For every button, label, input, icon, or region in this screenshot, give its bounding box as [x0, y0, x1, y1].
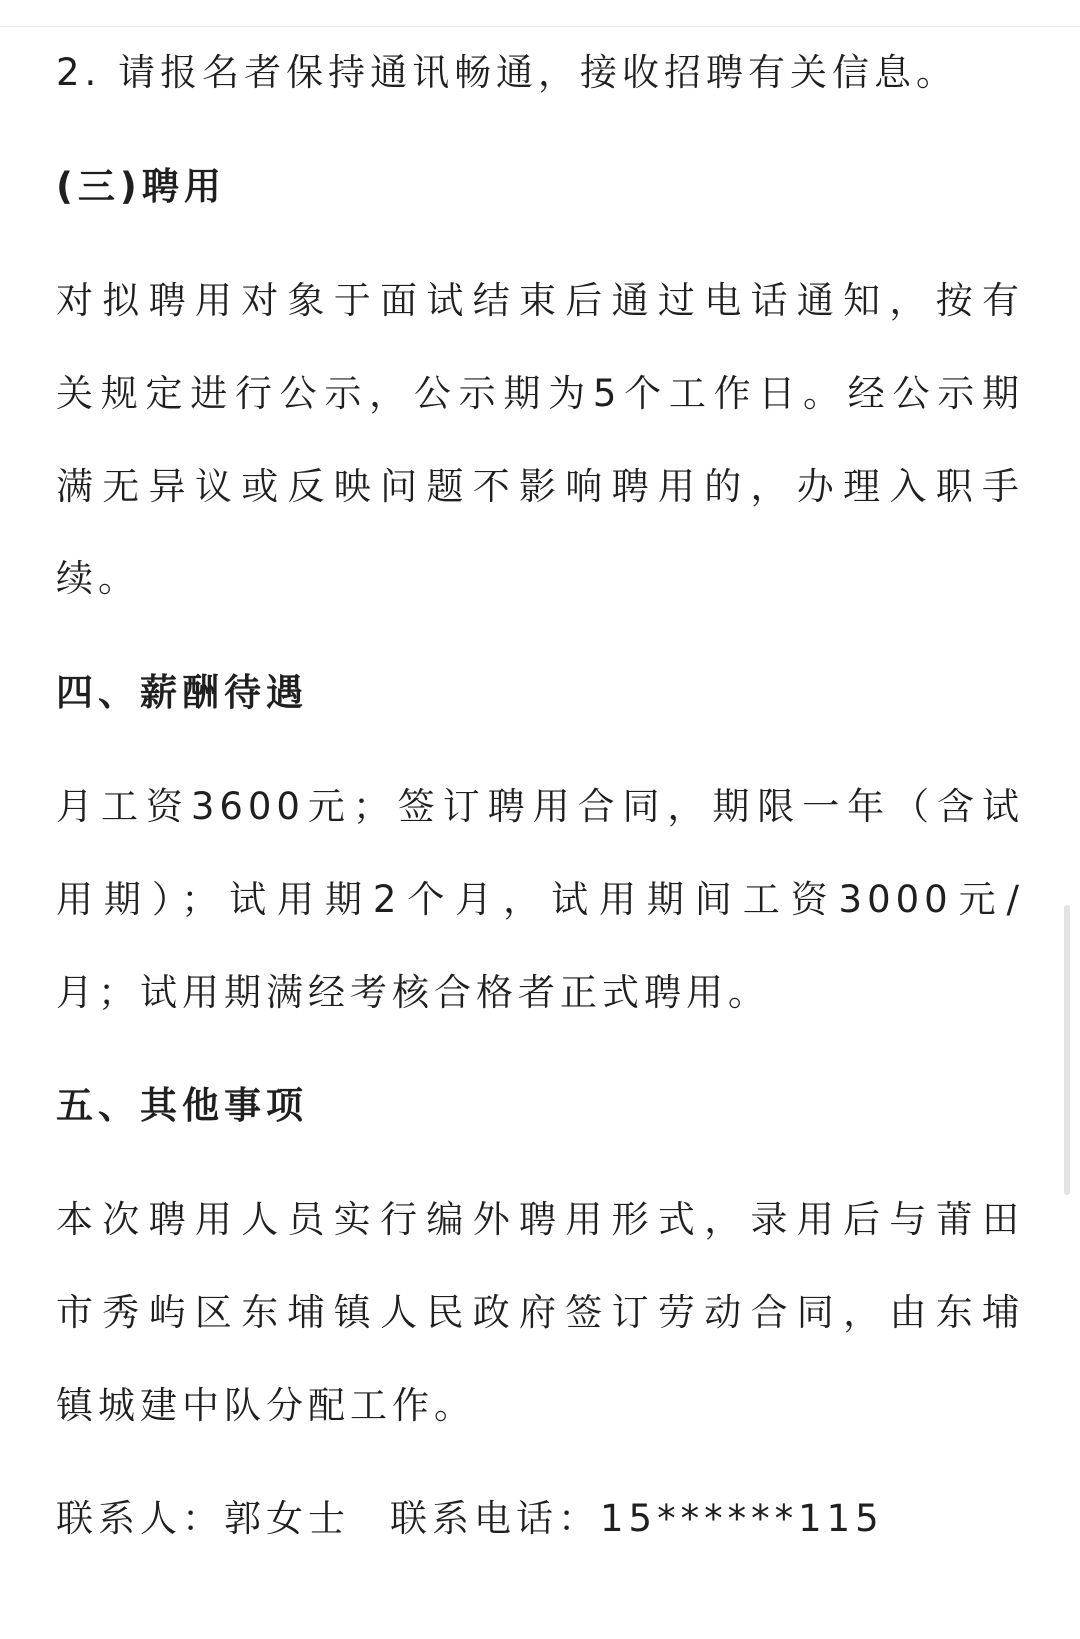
paragraph-hiring-line: 关规定进行公示，公示期为5个工作日。经公示期 [56, 372, 1024, 415]
paragraph-contact-note: 2. 请报名者保持通讯畅通，接收招聘有关信息。 [56, 51, 959, 94]
paragraph-other-line: 镇城建中队分配工作。 [56, 1384, 476, 1427]
paragraph-hiring-line: 续。 [56, 557, 140, 600]
contact-line [56, 1497, 884, 1540]
paragraph-hiring-line: 对拟聘用对象于面试结束后通过电话通知，按有 [56, 279, 1024, 322]
top-divider [0, 26, 1080, 27]
paragraph-other-line: 本次聘用人员实行编外聘用形式，录用后与莆田 [56, 1198, 1024, 1241]
contact-person-name: 郭女士 [224, 1497, 350, 1540]
paragraph-other-line: 市秀屿区东埔镇人民政府签订劳动合同，由东埔 [56, 1291, 1024, 1334]
paragraph-salary-line: 用期）；试用期2个月，试用期间工资3000元/ [56, 878, 1024, 921]
paragraph-salary-line: 月工资3600元；签订聘用合同，期限一年（含试 [56, 785, 1024, 828]
scrollbar[interactable] [1064, 905, 1070, 1195]
section-heading-salary: 四、薪酬待遇 [56, 671, 308, 714]
contact-phone-number[interactable]: 15******115 [600, 1497, 884, 1540]
paragraph-hiring-line: 满无异议或反映问题不影响聘用的，办理入职手 [56, 465, 1024, 508]
contact-person-label: 联系人： [56, 1497, 224, 1540]
section-heading-other: 五、其他事项 [56, 1084, 308, 1127]
paragraph-salary-line: 月；试用期满经考核合格者正式聘用。 [56, 971, 770, 1014]
contact-phone-label: 联系电话： [390, 1497, 600, 1540]
section-heading-hiring: (三)聘用 [56, 165, 226, 208]
